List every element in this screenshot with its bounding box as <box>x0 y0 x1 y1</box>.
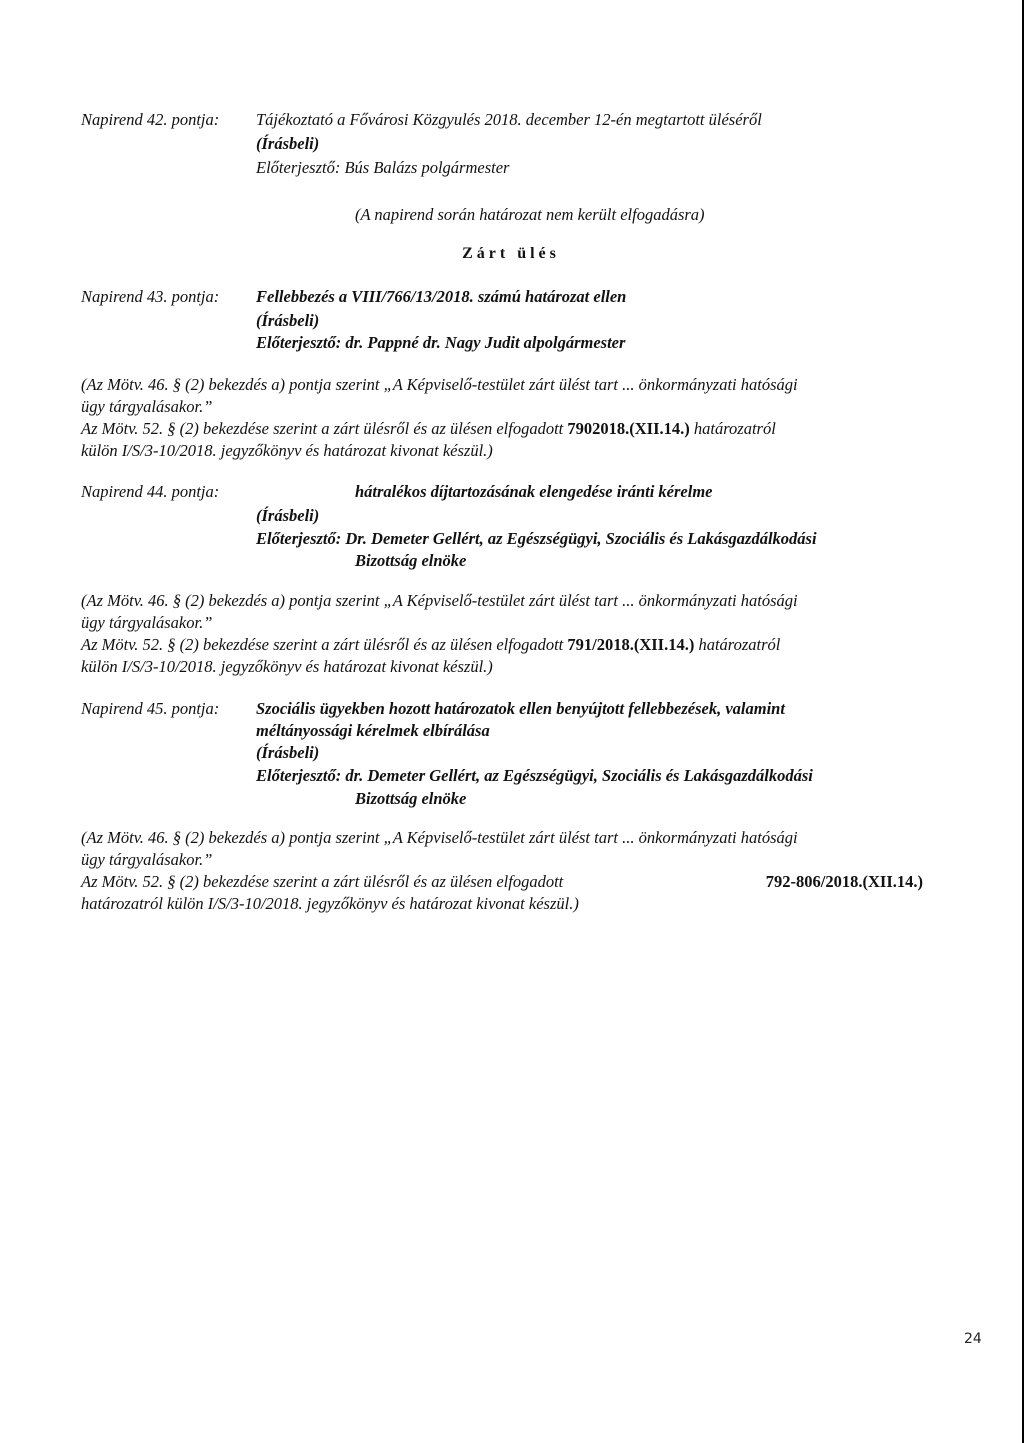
item44-legal-suffix: határozatról <box>698 635 781 654</box>
item43-legal-block <box>81 374 923 462</box>
item45-legal-line4: határozatról külön I/S/3-10/2018. jegyzőkönyv és határozat kivonat készül.) <box>81 894 579 913</box>
item45-title-line2: méltányossági kérelmek elbírálása <box>256 721 490 740</box>
item44-legal-line3 <box>81 634 923 656</box>
item43-legal-suffix: határozatról <box>693 419 776 438</box>
item44-legal-line1: (Az Mötv. 46. § (2) bekezdés a) pontja szerint „A Képviselő-testület zárt ülést tart ... önkormányzati hatósági <box>81 591 798 610</box>
item44-title: hátralékos díjtartozásának elengedése iránti kérelme <box>355 482 713 501</box>
item44-legal-text: Az Mötv. 52. § (2) bekezdése szerint a zárt ülésről és az ülésen elfogadott <box>81 635 564 654</box>
item45-legal-line1: (Az Mötv. 46. § (2) bekezdés a) pontja szerint „A Képviselő-testület zárt ülést tart ... önkormányzati hatósági <box>81 828 798 847</box>
item44-resolution-number: 791/2018.(XII.14.) <box>567 635 695 654</box>
item43-resolution-number: 7902018.(XII.14.) <box>567 419 690 438</box>
item45-resolution-number: 792-806/2018.(XII.14.) <box>765 872 923 891</box>
item45-legal-line3 <box>81 871 923 893</box>
item42-presenter: Előterjesztő: Bús Balázs polgármester <box>256 158 510 177</box>
item45-title-line1: Szociális ügyekben hozott határozatok ellen benyújtott fellebbezések, valamint <box>256 699 785 718</box>
item44-legal-line2: ügy tárgyalásakor.” <box>81 613 213 632</box>
item44-legal-line4: külön I/S/3-10/2018. jegyzőkönyv és határozat kivonat készül.) <box>81 657 493 676</box>
item44-type: (Írásbeli) <box>256 506 320 525</box>
item43-presenter: Előterjesztő: dr. Pappné dr. Nagy Judit alpolgármester <box>256 333 626 352</box>
item43-legal-line3 <box>81 418 923 440</box>
item45-type: (Írásbeli) <box>256 743 320 762</box>
item44-presenter-line1: Előterjesztő: Dr. Demeter Gellért, az Egészségügyi, Szociális és Lakásgazdálkodási <box>256 529 817 548</box>
item45-legal-block <box>81 827 923 915</box>
item45-label: Napirend 45. pontja: <box>81 699 220 718</box>
item43-legal-line2: ügy tárgyalásakor.” <box>81 397 213 416</box>
item43-label: Napirend 43. pontja: <box>81 287 220 306</box>
item45-legal-text: Az Mötv. 52. § (2) bekezdése szerint a zárt ülésről és az ülésen elfogadott <box>81 872 564 891</box>
item42-type: (Írásbeli) <box>256 134 320 153</box>
item43-legal-line1: (Az Mötv. 46. § (2) bekezdés a) pontja szerint „A Képviselő-testület zárt ülést tart ... önkormányzati hatósági <box>81 375 798 394</box>
item43-legal-text: Az Mötv. 52. § (2) bekezdése szerint a zárt ülésről és az ülésen elfogadott <box>81 419 564 438</box>
item42-title: Tájékoztató a Fővárosi Közgyulés 2018. december 12-én megtartott üléséről <box>256 110 762 129</box>
item45-legal-line2: ügy tárgyalásakor.” <box>81 850 213 869</box>
item45-presenter-line1: Előterjesztő: dr. Demeter Gellért, az Egészségügyi, Szociális és Lakásgazdálkodási <box>256 766 813 785</box>
page-number: 24 <box>964 1331 982 1347</box>
item44-presenter-line2: Bizottság elnöke <box>355 551 467 570</box>
closed-session-heading: Zárt ülés <box>462 245 560 262</box>
item43-type: (Írásbeli) <box>256 311 320 330</box>
item44-legal-block <box>81 590 923 678</box>
item43-title: Fellebbezés a VIII/766/13/2018. számú határozat ellen <box>256 287 627 306</box>
item42-label: Napirend 42. pontja: <box>81 110 220 129</box>
item43-legal-line4: külön I/S/3-10/2018. jegyzőkönyv és határozat kivonat készül.) <box>81 441 493 460</box>
item42-note: (A napirend során határozat nem került elfogadásra) <box>355 205 705 224</box>
item45-presenter-line2: Bizottság elnöke <box>355 789 467 808</box>
item44-label: Napirend 44. pontja: <box>81 482 220 501</box>
